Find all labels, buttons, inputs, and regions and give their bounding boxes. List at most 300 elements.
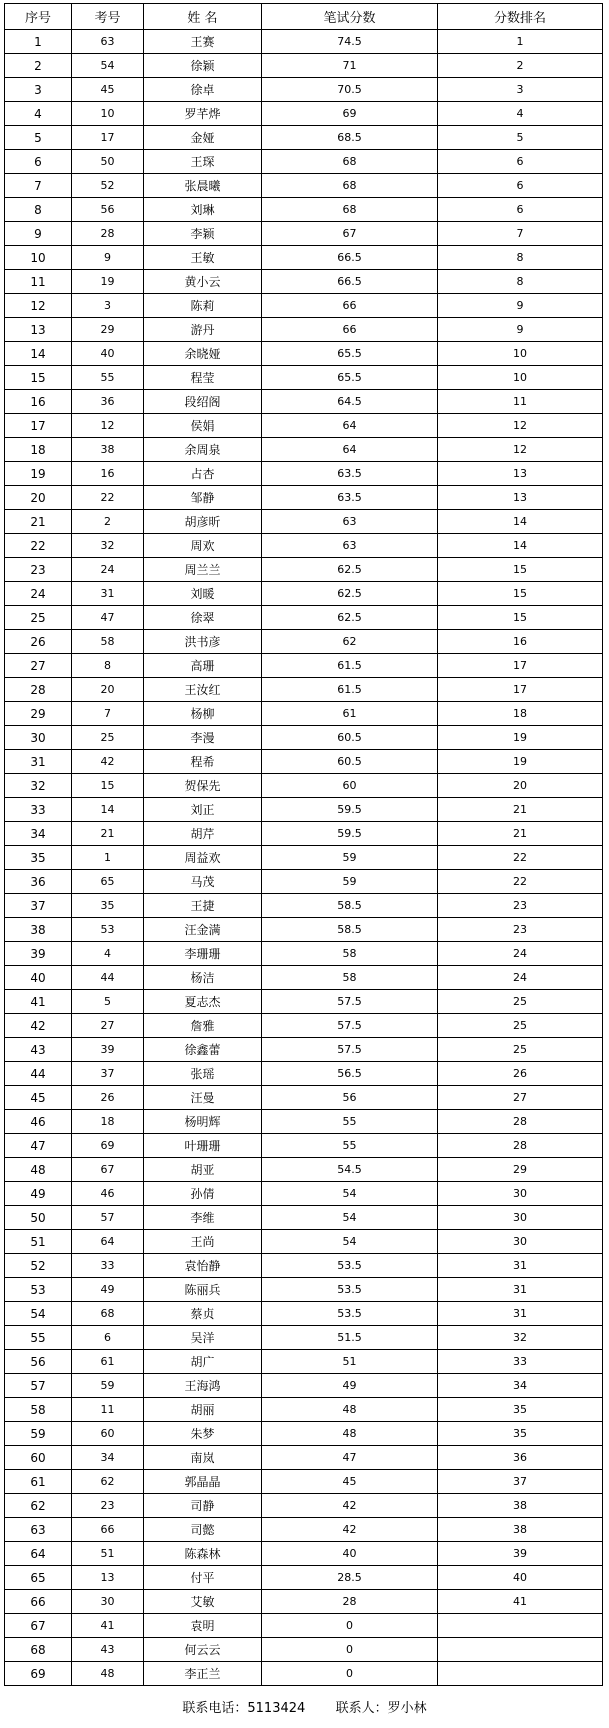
- cell-rank: [438, 1662, 603, 1686]
- cell-exam-no: 6: [72, 1326, 144, 1350]
- cell-name: 王捷: [144, 894, 262, 918]
- cell-seq: 9: [5, 222, 72, 246]
- cell-name: 艾敏: [144, 1590, 262, 1614]
- cell-exam-no: 54: [72, 54, 144, 78]
- cell-exam-no: 57: [72, 1206, 144, 1230]
- table-row: [5, 1182, 603, 1206]
- cell-name: 蔡贞: [144, 1302, 262, 1326]
- cell-exam-no: 41: [72, 1614, 144, 1638]
- cell-exam-no: 36: [72, 390, 144, 414]
- cell-seq: 13: [5, 318, 72, 342]
- cell-seq: 42: [5, 1014, 72, 1038]
- cell-rank: 32: [438, 1326, 603, 1350]
- cell-name: 金娅: [144, 126, 262, 150]
- cell-exam-no: 23: [72, 1494, 144, 1518]
- header-row: [5, 4, 603, 30]
- cell-rank: 6: [438, 198, 603, 222]
- table-row: [5, 1470, 603, 1494]
- table-row: [5, 1590, 603, 1614]
- cell-score: 47: [262, 1446, 438, 1470]
- cell-score: 68: [262, 198, 438, 222]
- table-row: [5, 822, 603, 846]
- table-row: [5, 246, 603, 270]
- cell-score: 28.5: [262, 1566, 438, 1590]
- cell-seq: 64: [5, 1542, 72, 1566]
- table-row: [5, 678, 603, 702]
- table-row: [5, 582, 603, 606]
- cell-seq: 43: [5, 1038, 72, 1062]
- cell-score: 48: [262, 1398, 438, 1422]
- cell-name: 徐卓: [144, 78, 262, 102]
- cell-score: 28: [262, 1590, 438, 1614]
- cell-rank: 27: [438, 1086, 603, 1110]
- cell-score: 62: [262, 630, 438, 654]
- cell-name: 李正兰: [144, 1662, 262, 1686]
- cell-score: 66.5: [262, 270, 438, 294]
- table-row: [5, 1158, 603, 1182]
- table-row: [5, 1422, 603, 1446]
- cell-name: 王汝红: [144, 678, 262, 702]
- cell-rank: 39: [438, 1542, 603, 1566]
- cell-exam-no: 33: [72, 1254, 144, 1278]
- cell-seq: 3: [5, 78, 72, 102]
- cell-rank: 34: [438, 1374, 603, 1398]
- cell-exam-no: 29: [72, 318, 144, 342]
- cell-score: 60.5: [262, 750, 438, 774]
- cell-name: 游丹: [144, 318, 262, 342]
- cell-score: 64: [262, 438, 438, 462]
- cell-seq: 52: [5, 1254, 72, 1278]
- table-row: [5, 534, 603, 558]
- cell-score: 65.5: [262, 366, 438, 390]
- cell-seq: 8: [5, 198, 72, 222]
- table-row: [5, 462, 603, 486]
- cell-score: 66: [262, 318, 438, 342]
- cell-score: 51: [262, 1350, 438, 1374]
- cell-seq: 29: [5, 702, 72, 726]
- cell-exam-no: 43: [72, 1638, 144, 1662]
- cell-exam-no: 56: [72, 198, 144, 222]
- cell-rank: 14: [438, 534, 603, 558]
- table-row: [5, 894, 603, 918]
- cell-rank: 11: [438, 390, 603, 414]
- cell-rank: 33: [438, 1350, 603, 1374]
- table-row: [5, 174, 603, 198]
- cell-score: 68: [262, 174, 438, 198]
- cell-exam-no: 16: [72, 462, 144, 486]
- cell-seq: 19: [5, 462, 72, 486]
- table-row: [5, 198, 603, 222]
- cell-rank: 22: [438, 870, 603, 894]
- cell-score: 59.5: [262, 798, 438, 822]
- cell-seq: 5: [5, 126, 72, 150]
- table-row: [5, 270, 603, 294]
- table-row: [5, 870, 603, 894]
- table-row: [5, 606, 603, 630]
- cell-exam-no: 28: [72, 222, 144, 246]
- cell-name: 何云云: [144, 1638, 262, 1662]
- cell-seq: 45: [5, 1086, 72, 1110]
- cell-name: 张瑶: [144, 1062, 262, 1086]
- cell-exam-no: 68: [72, 1302, 144, 1326]
- table-row: [5, 750, 603, 774]
- cell-exam-no: 62: [72, 1470, 144, 1494]
- cell-exam-no: 35: [72, 894, 144, 918]
- table-row: [5, 990, 603, 1014]
- table-row: [5, 1062, 603, 1086]
- table-row: [5, 222, 603, 246]
- cell-exam-no: 34: [72, 1446, 144, 1470]
- cell-score: 65.5: [262, 342, 438, 366]
- cell-seq: 36: [5, 870, 72, 894]
- cell-name: 占杏: [144, 462, 262, 486]
- cell-name: 李漫: [144, 726, 262, 750]
- cell-seq: 46: [5, 1110, 72, 1134]
- cell-name: 陈丽兵: [144, 1278, 262, 1302]
- cell-seq: 18: [5, 438, 72, 462]
- cell-name: 罗芊烨: [144, 102, 262, 126]
- cell-score: 54: [262, 1206, 438, 1230]
- contact-footer: [0, 1697, 609, 1716]
- table-row: [5, 1494, 603, 1518]
- table-row: [5, 1566, 603, 1590]
- cell-score: 58.5: [262, 894, 438, 918]
- cell-seq: 20: [5, 486, 72, 510]
- cell-name: 杨洁: [144, 966, 262, 990]
- cell-name: 余晓娅: [144, 342, 262, 366]
- cell-score: 71: [262, 54, 438, 78]
- table-row: [5, 1014, 603, 1038]
- cell-seq: 17: [5, 414, 72, 438]
- table-row: [5, 150, 603, 174]
- cell-seq: 22: [5, 534, 72, 558]
- cell-exam-no: 42: [72, 750, 144, 774]
- cell-name: 李珊珊: [144, 942, 262, 966]
- table-row: [5, 486, 603, 510]
- cell-exam-no: 8: [72, 654, 144, 678]
- cell-seq: 67: [5, 1614, 72, 1638]
- table-row: [5, 1350, 603, 1374]
- cell-name: 洪书彦: [144, 630, 262, 654]
- cell-exam-no: 25: [72, 726, 144, 750]
- cell-name: 邹静: [144, 486, 262, 510]
- table-row: [5, 1278, 603, 1302]
- cell-exam-no: 24: [72, 558, 144, 582]
- table-row: [5, 1542, 603, 1566]
- cell-name: 胡丽: [144, 1398, 262, 1422]
- table-body: [5, 30, 603, 1686]
- cell-seq: 37: [5, 894, 72, 918]
- cell-name: 吴洋: [144, 1326, 262, 1350]
- cell-score: 59.5: [262, 822, 438, 846]
- cell-exam-no: 40: [72, 342, 144, 366]
- cell-exam-no: 32: [72, 534, 144, 558]
- cell-exam-no: 10: [72, 102, 144, 126]
- cell-score: 45: [262, 1470, 438, 1494]
- cell-seq: 39: [5, 942, 72, 966]
- table-row: [5, 1134, 603, 1158]
- cell-rank: 41: [438, 1590, 603, 1614]
- cell-name: 王敏: [144, 246, 262, 270]
- cell-rank: 10: [438, 366, 603, 390]
- cell-seq: 63: [5, 1518, 72, 1542]
- cell-score: 63.5: [262, 486, 438, 510]
- cell-seq: 41: [5, 990, 72, 1014]
- cell-name: 叶珊珊: [144, 1134, 262, 1158]
- cell-score: 66: [262, 294, 438, 318]
- cell-name: 徐颖: [144, 54, 262, 78]
- table-row: [5, 1614, 603, 1638]
- cell-exam-no: 52: [72, 174, 144, 198]
- cell-exam-no: 2: [72, 510, 144, 534]
- cell-rank: 31: [438, 1254, 603, 1278]
- cell-rank: 28: [438, 1134, 603, 1158]
- cell-rank: 22: [438, 846, 603, 870]
- cell-exam-no: 69: [72, 1134, 144, 1158]
- table-row: [5, 1302, 603, 1326]
- cell-score: 68.5: [262, 126, 438, 150]
- cell-seq: 55: [5, 1326, 72, 1350]
- cell-seq: 57: [5, 1374, 72, 1398]
- cell-rank: 38: [438, 1518, 603, 1542]
- table-row: [5, 126, 603, 150]
- cell-name: 王赛: [144, 30, 262, 54]
- cell-rank: 25: [438, 1038, 603, 1062]
- header-score: 笔试分数: [262, 4, 438, 30]
- cell-score: 56: [262, 1086, 438, 1110]
- cell-score: 58.5: [262, 918, 438, 942]
- table-row: [5, 942, 603, 966]
- cell-rank: 8: [438, 270, 603, 294]
- cell-name: 朱梦: [144, 1422, 262, 1446]
- cell-seq: 21: [5, 510, 72, 534]
- cell-name: 刘暖: [144, 582, 262, 606]
- cell-name: 周益欢: [144, 846, 262, 870]
- table-row: [5, 1326, 603, 1350]
- cell-name: 王琛: [144, 150, 262, 174]
- cell-score: 54.5: [262, 1158, 438, 1182]
- cell-exam-no: 4: [72, 942, 144, 966]
- cell-exam-no: 21: [72, 822, 144, 846]
- cell-exam-no: 50: [72, 150, 144, 174]
- table-row: [5, 774, 603, 798]
- cell-exam-no: 14: [72, 798, 144, 822]
- table-row: [5, 1446, 603, 1470]
- cell-seq: 58: [5, 1398, 72, 1422]
- cell-exam-no: 19: [72, 270, 144, 294]
- cell-exam-no: 47: [72, 606, 144, 630]
- cell-exam-no: 3: [72, 294, 144, 318]
- cell-exam-no: 17: [72, 126, 144, 150]
- cell-name: 徐翠: [144, 606, 262, 630]
- cell-name: 张晨曦: [144, 174, 262, 198]
- table-row: [5, 366, 603, 390]
- cell-exam-no: 20: [72, 678, 144, 702]
- cell-score: 42: [262, 1494, 438, 1518]
- cell-exam-no: 53: [72, 918, 144, 942]
- cell-rank: 3: [438, 78, 603, 102]
- cell-exam-no: 30: [72, 1590, 144, 1614]
- table-row: [5, 1110, 603, 1134]
- cell-seq: 7: [5, 174, 72, 198]
- cell-score: 64: [262, 414, 438, 438]
- cell-score: 64.5: [262, 390, 438, 414]
- cell-name: 司静: [144, 1494, 262, 1518]
- cell-exam-no: 13: [72, 1566, 144, 1590]
- cell-seq: 48: [5, 1158, 72, 1182]
- cell-name: 杨明辉: [144, 1110, 262, 1134]
- cell-seq: 12: [5, 294, 72, 318]
- header-rank: 分数排名: [438, 4, 603, 30]
- cell-rank: 19: [438, 726, 603, 750]
- cell-rank: 9: [438, 294, 603, 318]
- cell-name: 袁怡静: [144, 1254, 262, 1278]
- cell-name: 陈莉: [144, 294, 262, 318]
- cell-score: 68: [262, 150, 438, 174]
- cell-seq: 49: [5, 1182, 72, 1206]
- cell-score: 56.5: [262, 1062, 438, 1086]
- cell-rank: 26: [438, 1062, 603, 1086]
- cell-score: 51.5: [262, 1326, 438, 1350]
- cell-rank: 15: [438, 606, 603, 630]
- cell-exam-no: 45: [72, 78, 144, 102]
- table-row: [5, 510, 603, 534]
- cell-exam-no: 48: [72, 1662, 144, 1686]
- cell-rank: 28: [438, 1110, 603, 1134]
- cell-seq: 68: [5, 1638, 72, 1662]
- cell-score: 48: [262, 1422, 438, 1446]
- cell-rank: 23: [438, 918, 603, 942]
- cell-exam-no: 59: [72, 1374, 144, 1398]
- cell-rank: 12: [438, 414, 603, 438]
- cell-exam-no: 38: [72, 438, 144, 462]
- cell-exam-no: 37: [72, 1062, 144, 1086]
- cell-score: 0: [262, 1662, 438, 1686]
- contact-person: 联系人：罗小林: [335, 1701, 427, 1716]
- cell-score: 59: [262, 846, 438, 870]
- cell-rank: 17: [438, 654, 603, 678]
- cell-exam-no: 60: [72, 1422, 144, 1446]
- cell-seq: 2: [5, 54, 72, 78]
- cell-name: 高珊: [144, 654, 262, 678]
- cell-rank: 25: [438, 1014, 603, 1038]
- cell-rank: 30: [438, 1206, 603, 1230]
- cell-rank: 13: [438, 486, 603, 510]
- cell-exam-no: 5: [72, 990, 144, 1014]
- cell-score: 59: [262, 870, 438, 894]
- cell-exam-no: 61: [72, 1350, 144, 1374]
- table-row: [5, 1518, 603, 1542]
- cell-rank: 35: [438, 1422, 603, 1446]
- cell-seq: 53: [5, 1278, 72, 1302]
- cell-score: 62.5: [262, 582, 438, 606]
- cell-seq: 25: [5, 606, 72, 630]
- cell-seq: 38: [5, 918, 72, 942]
- cell-rank: 19: [438, 750, 603, 774]
- cell-score: 0: [262, 1638, 438, 1662]
- cell-seq: 66: [5, 1590, 72, 1614]
- cell-score: 63: [262, 534, 438, 558]
- cell-seq: 59: [5, 1422, 72, 1446]
- cell-rank: 13: [438, 462, 603, 486]
- cell-score: 61.5: [262, 678, 438, 702]
- cell-rank: 18: [438, 702, 603, 726]
- cell-seq: 4: [5, 102, 72, 126]
- cell-rank: 31: [438, 1278, 603, 1302]
- cell-rank: 14: [438, 510, 603, 534]
- cell-exam-no: 31: [72, 582, 144, 606]
- cell-rank: [438, 1614, 603, 1638]
- cell-seq: 40: [5, 966, 72, 990]
- cell-seq: 16: [5, 390, 72, 414]
- cell-score: 58: [262, 966, 438, 990]
- cell-exam-no: 39: [72, 1038, 144, 1062]
- cell-exam-no: 15: [72, 774, 144, 798]
- cell-rank: 1: [438, 30, 603, 54]
- cell-seq: 47: [5, 1134, 72, 1158]
- table-row: [5, 54, 603, 78]
- cell-score: 53.5: [262, 1254, 438, 1278]
- cell-seq: 26: [5, 630, 72, 654]
- table-row: [5, 1206, 603, 1230]
- cell-exam-no: 22: [72, 486, 144, 510]
- cell-rank: 2: [438, 54, 603, 78]
- cell-score: 55: [262, 1134, 438, 1158]
- cell-name: 陈森林: [144, 1542, 262, 1566]
- cell-seq: 60: [5, 1446, 72, 1470]
- cell-name: 南岚: [144, 1446, 262, 1470]
- cell-rank: 6: [438, 150, 603, 174]
- cell-rank: 21: [438, 798, 603, 822]
- cell-name: 周欢: [144, 534, 262, 558]
- cell-exam-no: 51: [72, 1542, 144, 1566]
- cell-exam-no: 9: [72, 246, 144, 270]
- cell-score: 49: [262, 1374, 438, 1398]
- cell-score: 53.5: [262, 1302, 438, 1326]
- table-row: [5, 1374, 603, 1398]
- cell-score: 57.5: [262, 990, 438, 1014]
- cell-name: 马茂: [144, 870, 262, 894]
- cell-exam-no: 58: [72, 630, 144, 654]
- cell-score: 54: [262, 1230, 438, 1254]
- table-row: [5, 1230, 603, 1254]
- table-row: [5, 798, 603, 822]
- cell-name: 袁明: [144, 1614, 262, 1638]
- cell-name: 胡芹: [144, 822, 262, 846]
- cell-score: 62.5: [262, 606, 438, 630]
- cell-name: 王海鸿: [144, 1374, 262, 1398]
- contact-phone: 联系电话：5113424: [182, 1701, 306, 1716]
- cell-rank: 10: [438, 342, 603, 366]
- cell-seq: 56: [5, 1350, 72, 1374]
- cell-exam-no: 12: [72, 414, 144, 438]
- cell-rank: 5: [438, 126, 603, 150]
- cell-rank: 12: [438, 438, 603, 462]
- cell-rank: 25: [438, 990, 603, 1014]
- cell-rank: [438, 1638, 603, 1662]
- cell-name: 汪曼: [144, 1086, 262, 1110]
- cell-score: 67: [262, 222, 438, 246]
- cell-score: 42: [262, 1518, 438, 1542]
- table-row: [5, 294, 603, 318]
- cell-rank: 35: [438, 1398, 603, 1422]
- cell-exam-no: 44: [72, 966, 144, 990]
- cell-seq: 62: [5, 1494, 72, 1518]
- cell-seq: 34: [5, 822, 72, 846]
- cell-score: 0: [262, 1614, 438, 1638]
- cell-seq: 6: [5, 150, 72, 174]
- cell-rank: 20: [438, 774, 603, 798]
